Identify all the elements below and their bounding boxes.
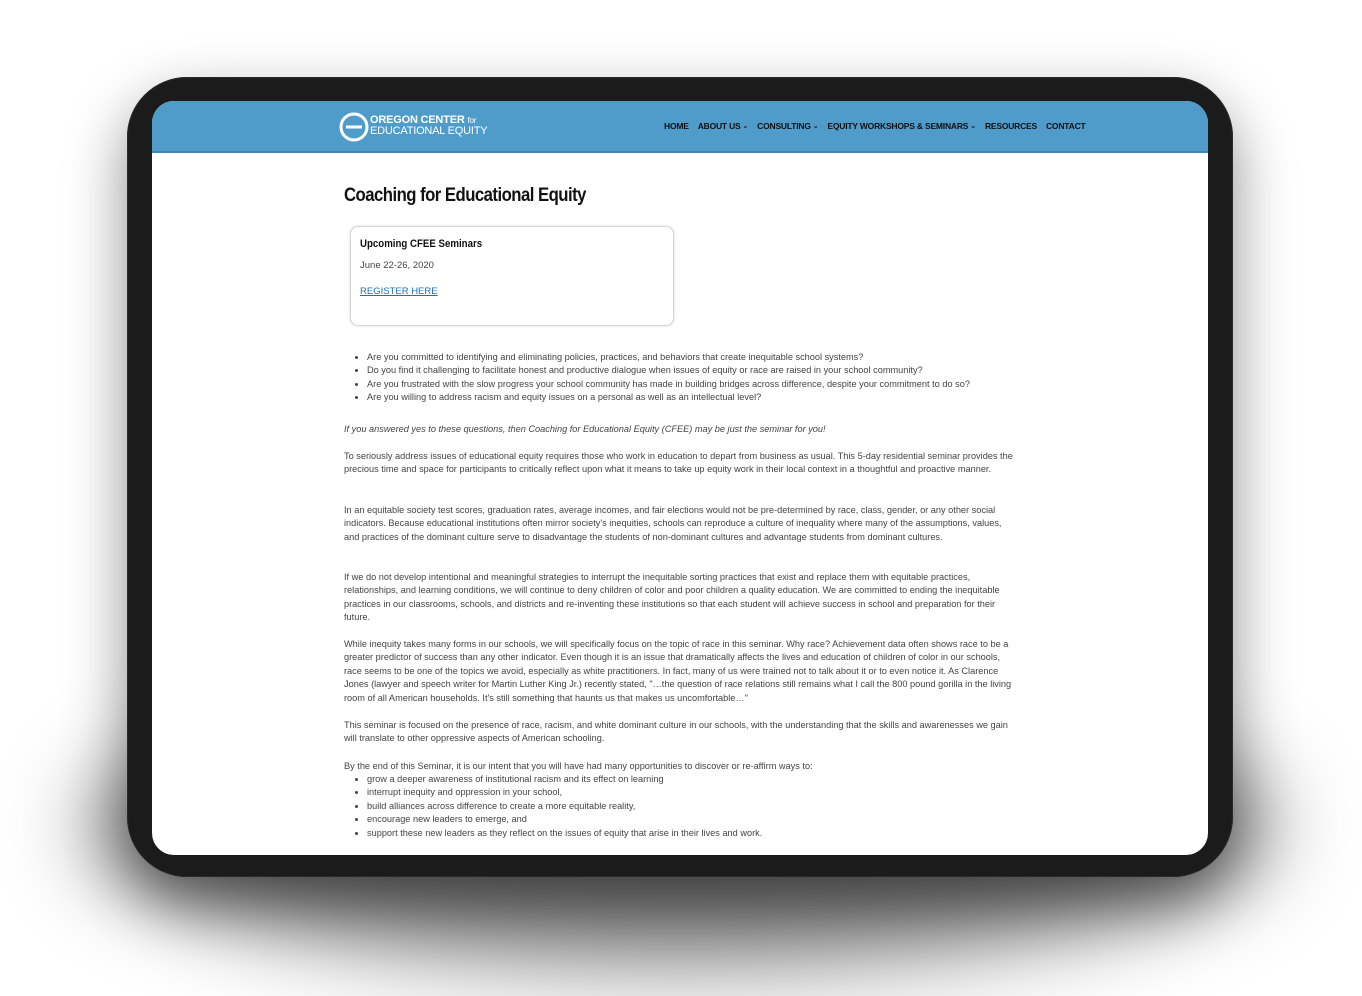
nav-consulting[interactable]: [757, 121, 818, 131]
logo-e-icon: [339, 112, 369, 142]
list-item: • Are you committed to identifying and eliminating policies, practices, and behaviors that create inequitable school systems?: [367, 351, 1016, 364]
list-item: • support these new leaders as they reflect on the issues of equity that arise in their lives and work.: [367, 827, 1016, 840]
nav-equity-workshops-label: EQUITY WORKSHOPS & SEMINARS: [827, 121, 969, 131]
chevron-down-icon: ⌄: [970, 123, 976, 130]
logo-line2: EDUCATIONAL EQUITY: [370, 125, 488, 137]
goals-intro: By the end of this Seminar, it is our intent that you will have had many opportunities to discover or re-affirm ways to:: [344, 761, 813, 771]
logo-line1: OREGON CENTER: [370, 114, 465, 126]
intro-italic: If you answered yes to these questions, then Coaching for Educational Equity (CFEE) may be just the seminar for you!: [344, 424, 826, 434]
paragraph-4: While inequity takes many forms in our schools, we will specifically focus on the topic of race in this seminar. Why race? Achievement data often shows race to be a greater predictor of success than any other indicator. Even though it is an issue that dramatically affects the lives and education of children of color in our schools, race seems to be one of the topics we avoid, especially as white practitioners. In fact, many of us were trained not to talk about it or to even notice it. As Clarence Jones (lawyer and speech writer for Martin Luther King Jr.) recently stated, "…the question of race relations still remains what I call the 800 pound gorilla in the living room of all American households. It's still something that haunts us that makes us uncomfortable…": [344, 639, 1012, 703]
paragraph-5: This seminar is focused on the presence of race, racism, and white dominant culture in our schools, with the understanding that the skills and awarenesses we gain will translate to other oppressive aspects of American schooling.: [344, 720, 1008, 744]
nav-consulting-label: CONSULTING: [757, 121, 811, 131]
nav-about-us-label: ABOUT US: [697, 121, 741, 131]
nav-home[interactable]: [664, 121, 689, 131]
register-link[interactable]: REGISTER HERE: [360, 286, 438, 297]
page-title: Coaching for Educational Equity: [344, 185, 586, 206]
nav-contact[interactable]: [1046, 121, 1086, 131]
list-item: • grow a deeper awareness of institutional racism and its effect on learning: [367, 773, 1016, 786]
card-date: June 22-26, 2020: [360, 260, 434, 271]
questions-list: [344, 351, 1016, 405]
list-item: • encourage new leaders to emerge, and: [367, 813, 1016, 826]
nav-contact-label: CONTACT: [1045, 121, 1086, 131]
list-item: • Are you willing to address racism and equity issues on a personal as well as an intellectual level?: [367, 391, 1016, 404]
nav-resources[interactable]: [985, 121, 1037, 131]
nav-home-label: HOME: [664, 121, 689, 131]
nav-resources-label: RESOURCES: [984, 121, 1037, 131]
logo-text: [370, 115, 510, 136]
seminar-card: [350, 226, 674, 326]
site-header: [152, 101, 1208, 153]
list-item: • interrupt inequity and oppression in your school,: [367, 786, 1016, 799]
main-nav: [664, 121, 1095, 131]
paragraph-1: To seriously address issues of educational equity requires those who work in education to depart from business as usual. This 5-day residential seminar provides the precious time and space for participants to critically reflect upon what it means to take up equity work in their local context in a thoughtful and proactive manner.: [344, 451, 1013, 475]
goals-list: [344, 773, 1016, 840]
tablet-screen: [152, 101, 1208, 855]
list-item: • build alliances across difference to create a more equitable reality,: [367, 800, 1016, 813]
paragraph-3: If we do not develop intentional and meaningful strategies to interrupt the inequitable sorting practices that exist and replace them with equitable practices, relationships, and learning conditions, we will continue to deny children of color and poor children a quality education. We are committed to ending the inequitable practices in our classrooms, schools, and districts and re-inventing these institutions so that each student will achieve success in school and preparation for their future.: [344, 572, 1000, 623]
paragraph-2: In an equitable society test scores, graduation rates, average incomes, and fair elections would not be pre-determined by race, class, gender, or any other social indicators. Because educational institutions often mirror society's inequities, schools can reproduce a culture of inequality where many of the assumptions, values, and practices of the dominant culture serve to disadvantage the students of non-dominant cultures and advantage students from dominant cultures.: [344, 505, 1002, 542]
nav-about-us[interactable]: [698, 121, 748, 131]
list-item: • Are you frustrated with the slow progress your school community has made in building bridges across difference, despite your commitment to do so?: [367, 378, 1016, 391]
logo-line1-small: for: [467, 116, 477, 125]
nav-equity-workshops[interactable]: [827, 121, 976, 131]
chevron-down-icon: ⌄: [812, 123, 819, 130]
list-item: • Do you find it challenging to facilitate honest and productive dialogue when issues of equity or race are raised in your school community?: [367, 364, 1016, 377]
card-title: Upcoming CFEE Seminars: [360, 238, 483, 250]
chevron-down-icon: ⌄: [742, 123, 749, 130]
